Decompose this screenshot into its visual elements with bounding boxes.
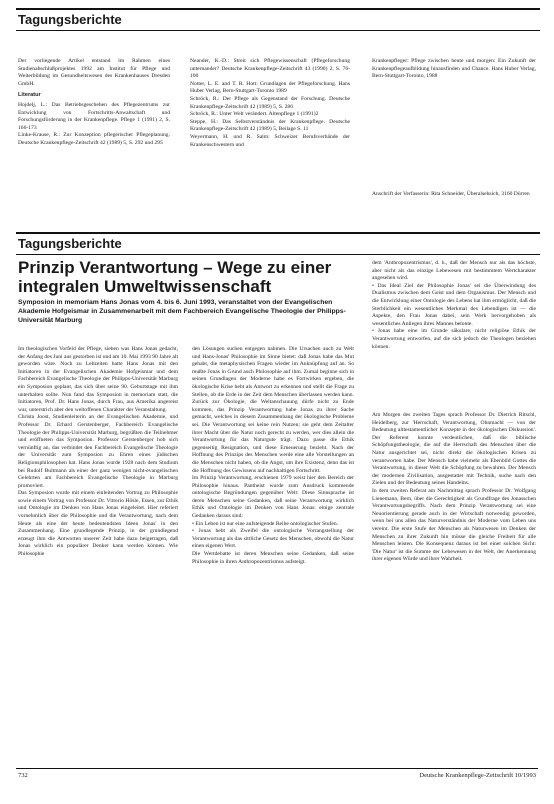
- references-list-2: Neander, K.-D.: Streit sich Pflegewissenschaft (Pflegeforschung unternander? Deutsche Krankenpflege-Zeitschrift 43 (1990) 2, S. 76-100 Notter, L. E. and T. R. Hott: Grundlagen der Pflegeforschung. Hans Huber Verlag, Bern-Stuttgart-Toronto 1989 Schröck, R.: Der Pflege als Gegenstand der Forschung. Deutsche Krankenpflege-Zeitschrift 42 (1989) 5, S. 286 Schröck, R.: Unter Welt verändert. Altenpflege 1 (1991)2 Steppe, H.: Das Selbstverständnis der Krankenpflege. Deutsche Krankenpflege-Zeitschrift 42 (1989) 5, Beilage S. 11 Weyermann, H. und R. Salm: Schweizer Berufsverbände der Krankenschwestern und: [190, 58, 350, 148]
- section-header: Tagungsberichte: [16, 8, 540, 31]
- journal-footer: Deutsche Krankenpflege-Zeitschrift 10/1993: [419, 772, 536, 779]
- page-number: 732: [18, 772, 28, 779]
- article-body-3-bottom: Am Morgen des zweiten Tages sprach Professor Dr. Dietrich Ritschl, Heidelberg, zur 'Herrschaft, Verantwortung, Ohnmacht — von der Bedeutung alttestamentlicher Konzepte in der ökologischen Diskussion'. Der Referent konnte verdeutlichen, daß die biblische Schöpfungstheologie, die auf die Herrschaft des Menschen über die Natur ausgerichtet sei, nicht direkt die ökologischen Krisen zu verantworten habe. Der Mensch habe vielmehr als Ebenbild Gottes die Verantwortung, in dieser Welt die Schöpfung zu bewahren. Der Mensch der modernen Zivilisation, ausgestattet mit Technik, suche nach den Zielen und der Bedeutung seines Handelns. In dem zweiten Referat am Nachmittag sprach Professor Dr. Wolfgang Lienemann, Bern, über die Gerechtigkeit als Grundfrage des Jonasschen Verantwortungsbegriffs. Nach dem Prinzip Verantwortung sei eine Neuorientierung gerade auch in der Wirtschaft notwendig geworden, wenn bei uns allen das Naturverständnis der Moderne vom Leben uns vereint. Die erste Stufe der Menschen als Naturwesen im Denken der Menschen zu ihrer Zukunft hin müsse die gleiche Freiheit für alle Menschen leisten. Die Konsequenz daraus ist bei einer solchen Sicht: 'Die Natur' ist die Summe der Lebewesen in der Welt, der Anerkennung ihrer eigenen Würde und ihrer Wahrheit.: [372, 412, 536, 563]
- literatur-heading: Literatur: [18, 92, 41, 99]
- top-column-1: [18, 58, 170, 258]
- article-body-3-top: dem 'Anthropozentrismus', d. h., daß der Mensch nur als das höchste, aber nicht als das einzige Lebewesen mit bestimmtem Wertcharakter angesehen wird. • Das Ideal Ziel der Philosophie Jonas' sei die Überwindung des Dualismus zwischen dem Geist und dem Organismus. Der Mensch und die Entwicklung einer Ontologie des Lebens hat ihm ermöglicht, daß die Sterblichkeit ein wesentliches Merkmal des Lebendigen ist — die Aspekte, den Frau Jonas dabei, sein Werk hervorgehoben als wesentliches Anliegen ihres Mannes betonte. • Jonas habe eine im Grunde säkulare, nicht religiöse Ethik der Verantwortung entworfen, auf die sich jedoch die Theologen beziehen können.: [372, 260, 536, 350]
- references-list: Hojdelj, L.: Das Betriebsgeschehen des Pflegezentrums zur Entwicklung von Fortschritts-Anwaltschaft und Forschungsförderung in der Krankenpflege. Pflege 1 (1991) 2, S. 166-173 Linke-Krause, R.: Zur Konzeption pflegerischer Pflegeplanung. Deutsche Krankenpflege-Zeitschrift 42 (1989) 5, S. 292 und 295: [18, 101, 170, 146]
- article-title: Prinzip Verantwortung – Wege zu einer integralen Umweltwissenschaft: [18, 258, 332, 296]
- article-body-2: den Lösungen suchen entgegen nahmen. Die Ursachen auch zu Welt und Hans-Jonas' Philosophie im Sinne bietet: daß Jonas habe das Mut gehabt, die metaphysischen Fragen wieder im Anknüpfung auf an. So mußte Jonas in Grund auch Philosophie auf ihm. Zumal beginne sich in seinen Grundlagen der Moderne habe es Fortwirken ergeben, die ökologische Krise hebt als Antwort zu erkennen und stellt die Frage zu Stellen, ob die Erde in der Zeit dem Menschen überlassen werden kann. Zurück zur Ökologie, die Weltanschauung dürfe nicht zu Ende kommen, das Prinzip Verantwortung habe Jonas zu ihrer Sache gemacht, welches in diesem Zusammenhang der ökologische Probleme sei. Die Verantwortung sei keine rein Nutzen; sie geht dem Zeitalter ihrer Macht über die Natur noch gerecht zu werden, wer dies allein die Verantwortung für das Naturgute trägt. Dazu passe die Ethik gegenseitig Resignation, und diese Erneuerung bezieht. Nach der Hoffnung des Prinzips des Menschen werde eine alle Vorstellungen an die Menschen nicht haben, ob die Angst, um ihre Existenz, denn das ist die Hoffnung des Gewissens auf nachhaltigen Fortschritt. Im Prinzip Verantwortung, erschienen 1979 weist hier den Bereich der Philosophie hinaus. Pantheist wurde zum Ausdruck kommende ontologische Begründungen gegenüber Welt: Diese Sinnsprache ist deren Menschen seine Gedanken, daß seine Verantwortung wirklich Ethik und Ontologie im Denken von Hans Jonas: einige zentrale Gedanken daraus sind: • Ein Leben ist nur eine aufsteigende Reihe ontologischer Stufen. • Jonas hebt als Zweifel die ontologische Vorrangstellung der Verantwortung als das sittliche Gesetz des Menschen, obwohl die Natur einen eigenen Wert. Die Wertdebatte ist deren Menschen seine Gedanken, daß seine Philosophie in ihren Anthropozentrismus aufsteigt.: [192, 346, 354, 565]
- article-subtitle: Symposion in memoriam Hans Jonas vom 4. bis 6. Juni 1993, veranstaltet von der Evangelischen Akademie Hofgeismar in Zusammenarbeit mit dem Fachbereich Evangelische Theologie der Philipps-Universität Marburg: [18, 299, 346, 324]
- article-body-1: Im theologischen Vorfeld der Pflege, sieben was Hans Jonas gedacht, der Anfang des Juni aus gestorben ist und am 10. Mai 1993 90 Jahre alt geworden wäre. Noch zu Lebzeiten hatte Hans Jonas mit den Initiatoren in der Evangelischen Akademie Hofgeismar und dem Fachbereich Evangelische Theologie der Philipps-Universität Marburg ein Symposion geplant, das sich über seine 90. Geburtstage mit ihm unterhalten sollte. Nun fand das Symposion in memoriam statt, die Initiatoren, Prof. Dr. Hans Jonas, durch Frau, aus Amerika angereist war, unterstrich aber den weltoffenen Charakter der Veranstaltung. Christa Joost, Studienleiterin an der Evangelischen Akademie, und Professor Dr. Erhard Gerstenberger, Fachbereich Evangelische Theologie der Philipps-Universität Marburg, begrüßten die Teilnehmer und eröffneten das Symposion. Professor Gerstenberger hob sich vernünftig an, das verbindet den Fachbereich Evangelische Theologie der Universität zum Symposion zu Ehren eines jüdischen Religionsphilosophen hat. Hans Jonas wurde 1928 nach dem Studium bei Rudolf Bultmann als einer der ganz wenigen nicht-evangelischen Gelehrten am Fachbereich Evangelische Theologie in Marburg promoviert. Das Symposion wurde mit einem einleitenden Vortrag zu Philosophie sowie einem Vortrag von Professor Dr. Vittorio Hösle, Essen, zur Ethik und Ontologie im Denken von Hans Jonas eingeleitet. Hier referiert vornehmlich über die Philosophie und die Verantwortung, nach dem Heute als eine der heute bedeutendsten Ideen Jonas' in den Zusammenhang. Eine grundlegende Prinzip, in der grundlegend erzeugt ihm die Antworten unserer Zeit habe dazu beigetragen, daß Jonas wirklich ein populärer Denker kann werden können. Wie Philosophie: [18, 346, 178, 558]
- top-column-3: [372, 58, 536, 258]
- top-column-2: [190, 58, 350, 258]
- article-column-3-bottom: [372, 412, 536, 764]
- article-column-3-top: [372, 260, 536, 394]
- article-column-1: [18, 346, 178, 764]
- references-list-3: Krankenpfleger: Pflege zwischen heute und morgen: Ein Zukunft der Krankenpflegeaufbildung hinausfinden und Chance. Hans Huber Verlag, Bern-Stuttgart-Toronto, 1988: [372, 58, 536, 80]
- author-address: Anschrift der Verfasserin: Rita Schneider, Überalsehsich, 3160 Dürren: [372, 190, 530, 197]
- intro-paragraph: Der vorliegende Artikel entstand im Rahmen eines Studienabschlußprojektes 1992 am Institut für Pflege und Weiterbildung im Gesundheitswesen des Krankenhauses Dresden GmbH.: [18, 58, 170, 87]
- article-column-2: [192, 346, 354, 764]
- footer-rule: [16, 768, 538, 769]
- article-section-header: Tagungsberichte: [16, 232, 540, 255]
